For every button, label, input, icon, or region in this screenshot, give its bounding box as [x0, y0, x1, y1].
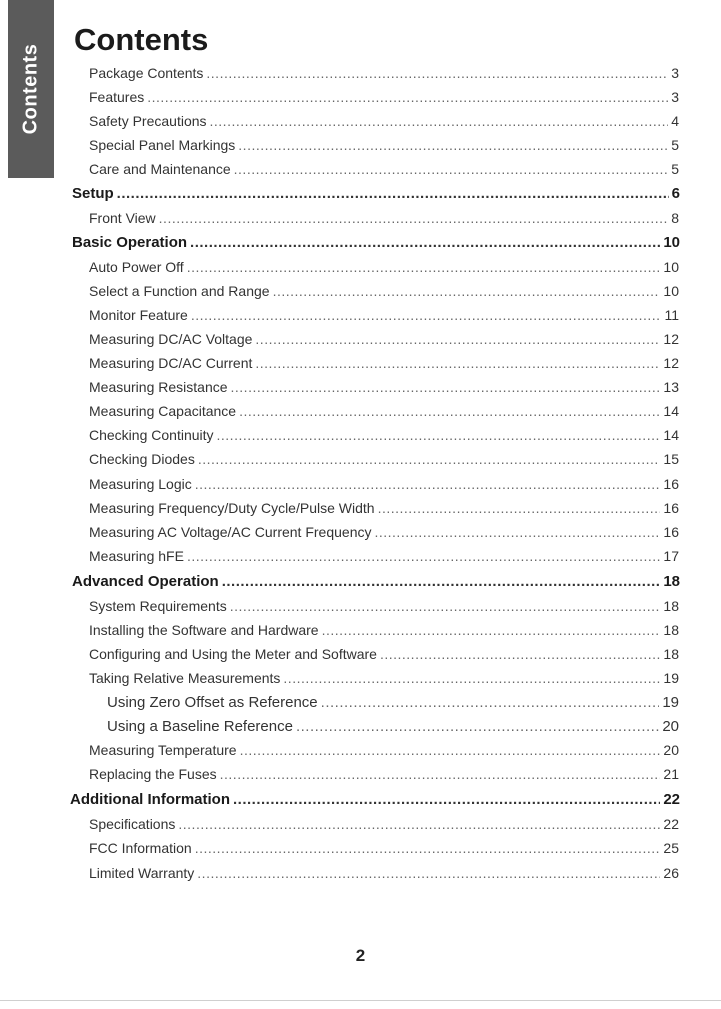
toc-entry[interactable]: Monitor Feature ..... 11 — [89, 308, 679, 322]
toc-entry[interactable]: Replacing the Fuses ..... 21 — [89, 767, 679, 781]
toc-section[interactable]: Advanced Operation ..... 18 — [72, 574, 680, 589]
toc-entry[interactable]: Configuring and Using the Meter and Software ..... 18 — [89, 647, 679, 661]
toc-entry[interactable]: Features ..... 3 — [89, 90, 679, 104]
bottom-rule — [0, 1000, 721, 1001]
toc-entry[interactable]: Measuring Capacitance ..... 14 — [89, 404, 679, 418]
toc-subentry[interactable]: Using Zero Offset as Reference ..... 19 — [107, 695, 679, 710]
toc-entry[interactable]: Installing the Software and Hardware ..... 18 — [89, 623, 679, 637]
toc-entry[interactable]: Care and Maintenance ..... 5 — [89, 162, 679, 176]
toc-entry[interactable]: Measuring DC/AC Voltage ..... 12 — [89, 332, 679, 346]
toc-entry[interactable]: Measuring hFE ..... 17 — [89, 549, 679, 563]
toc-entry[interactable]: Measuring Resistance ..... 13 — [89, 380, 679, 394]
toc-entry[interactable]: Package Contents ..... 3 — [89, 66, 679, 80]
toc-entry[interactable]: Measuring Logic ..... 16 — [89, 477, 679, 491]
toc-subentry[interactable]: Using a Baseline Reference ..... 20 — [107, 719, 679, 734]
toc-entry[interactable]: Measuring DC/AC Current ..... 12 — [89, 356, 679, 370]
toc-section[interactable]: Basic Operation ..... 10 — [72, 235, 680, 250]
toc-entry[interactable]: Taking Relative Measurements ..... 19 — [89, 671, 679, 685]
toc-entry[interactable]: Limited Warranty ..... 26 — [89, 866, 679, 880]
toc-entry[interactable]: System Requirements ..... 18 — [89, 599, 679, 613]
toc-section[interactable]: Additional Information ..... 22 — [70, 792, 680, 807]
toc-entry[interactable]: Auto Power Off ..... 10 — [89, 260, 679, 274]
toc-entry[interactable]: Measuring Temperature ..... 20 — [89, 743, 679, 757]
toc-entry[interactable]: Measuring AC Voltage/AC Current Frequency ..... 16 — [89, 525, 679, 539]
toc-entry[interactable]: Checking Diodes ..... 15 — [89, 452, 679, 466]
toc-entry[interactable]: Select a Function and Range ..... 10 — [89, 284, 679, 298]
toc-entry[interactable]: FCC Information ..... 25 — [89, 841, 679, 855]
page-number: 2 — [355, 946, 366, 965]
page-title: Contents — [74, 22, 209, 57]
toc-entry[interactable]: Measuring Frequency/Duty Cycle/Pulse Width ..... 16 — [89, 501, 679, 515]
toc-entry[interactable]: Checking Continuity ..... 14 — [89, 428, 679, 442]
toc-section[interactable]: Setup ..... 6 — [72, 186, 680, 201]
toc-entry[interactable]: Special Panel Markings ..... 5 — [89, 138, 679, 152]
toc-entry[interactable]: Front View ..... 8 — [89, 211, 679, 225]
side-tab-label: Contents — [19, 43, 42, 135]
toc-entry[interactable]: Specifications ..... 22 — [89, 817, 679, 831]
toc-entry[interactable]: Safety Precautions ..... 4 — [89, 114, 679, 128]
